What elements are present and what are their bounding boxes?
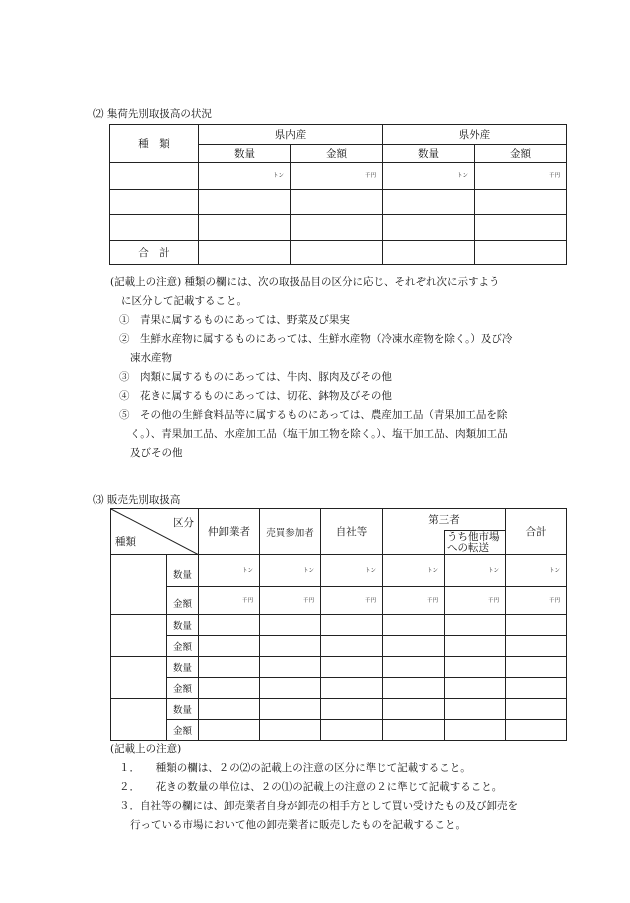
note-item-2: ２． 花きの数量の単位は、２の⑴の記載上の注意の２に準じて記載すること。 [119, 781, 503, 793]
row-label-quantity: 数量 [167, 657, 199, 678]
data-cell [383, 241, 475, 265]
section3-notes [110, 740, 580, 835]
subheader-quantity: 数量 [199, 145, 291, 163]
data-cell [321, 615, 383, 636]
data-cell [199, 678, 260, 699]
note-item-2: ② 生鮮水産物に属するものにあっては、生鮮水産物（冷凍水産物を除く。）及び冷 [119, 333, 513, 345]
note-item-4: ④ 花きに属するものにあっては、切花、鉢物及びその他 [119, 390, 392, 402]
data-cell [321, 720, 383, 741]
data-cell [260, 720, 321, 741]
data-cell [445, 657, 506, 678]
col-gokei: 合計 [506, 509, 567, 555]
unit-label: トン [548, 567, 560, 574]
total-label: 合 計 [110, 241, 199, 265]
data-cell [291, 190, 383, 215]
data-cell [260, 615, 321, 636]
data-cell [445, 587, 506, 615]
unit-label: トン [302, 567, 314, 574]
unit-label: 千円 [548, 173, 560, 179]
unit-label: トン [487, 567, 499, 574]
kind-cell [111, 615, 167, 657]
row-label-amount: 金額 [167, 678, 199, 699]
section3-title: ⑶ 販売先別取扱高 [93, 494, 181, 506]
kind-cell [111, 657, 167, 699]
data-cell [383, 555, 445, 587]
unit-label: 千円 [241, 597, 253, 604]
note-item-1: ① 青果に属するものにあっては、野菜及び果実 [119, 314, 350, 326]
data-cell [199, 587, 260, 615]
data-cell [475, 241, 567, 265]
note-item-1: １． 種類の欄は、２の⑵の記載上の注意の区分に準じて記載すること。 [119, 762, 471, 774]
data-cell [475, 163, 567, 190]
data-cell [260, 555, 321, 587]
diagonal-header [111, 509, 199, 555]
data-cell [260, 587, 321, 615]
section3-table [110, 508, 567, 741]
data-cell [260, 657, 321, 678]
col-tenso: うち他市場への転送 [445, 531, 506, 555]
note-intro-cont: に区分して記載すること。 [121, 295, 247, 307]
data-cell [445, 615, 506, 636]
data-cell [199, 699, 260, 720]
data-cell [291, 215, 383, 241]
unit-label: トン [241, 567, 253, 574]
row-label-amount: 金額 [167, 587, 199, 615]
data-cell [475, 215, 567, 241]
note-item-5: ⑤ その他の生鮮食料品等に属するものにあっては、農産加工品（青果加工品を除 [119, 409, 508, 421]
unit-label: トン [272, 173, 284, 179]
data-cell [506, 636, 567, 657]
data-cell [506, 678, 567, 699]
data-cell [199, 190, 291, 215]
data-cell [383, 190, 475, 215]
unit-label: 千円 [364, 597, 376, 604]
col-baibai-sankasha: 売買参加者 [260, 509, 321, 555]
data-cell [475, 190, 567, 215]
kind-cell [111, 699, 167, 741]
data-cell [199, 555, 260, 587]
diag-label-kind: 種類 [115, 536, 136, 548]
data-cell [199, 215, 291, 241]
note-item-5-cont: 及びその他 [130, 447, 183, 459]
group-header-in-prefecture: 県内産 [199, 125, 383, 145]
data-cell [321, 678, 383, 699]
note-item-3: ③ 肉類に属するものにあっては、牛肉、豚肉及びその他 [119, 371, 392, 383]
data-cell [260, 636, 321, 657]
data-cell [383, 587, 445, 615]
data-cell [321, 657, 383, 678]
subheader-amount: 金額 [291, 145, 383, 163]
data-cell [506, 615, 567, 636]
row-label-quantity: 数量 [167, 699, 199, 720]
kind-cell [110, 190, 199, 215]
data-cell [506, 699, 567, 720]
data-cell [383, 699, 445, 720]
unit-label: 千円 [426, 597, 438, 604]
data-cell [199, 636, 260, 657]
data-cell [199, 615, 260, 636]
diag-label-category: 区分 [173, 517, 194, 529]
data-cell [445, 555, 506, 587]
row-label-quantity: 数量 [167, 615, 199, 636]
data-cell [506, 720, 567, 741]
data-cell [199, 657, 260, 678]
data-cell [199, 241, 291, 265]
data-cell [199, 163, 291, 190]
data-cell [445, 720, 506, 741]
col-jisha: 自社等 [321, 509, 383, 555]
data-cell [199, 720, 260, 741]
row-label-amount: 金額 [167, 720, 199, 741]
note-intro: (記載上の注意) 種類の欄には、次の取扱品目の区分に応じ、それぞれ次に示すよう [110, 276, 500, 288]
data-cell [445, 699, 506, 720]
data-cell [383, 636, 445, 657]
data-cell [383, 720, 445, 741]
col-daisansha-label: 第三者 [428, 514, 460, 526]
unit-label: 千円 [364, 173, 376, 179]
daisansha-sub-blank [383, 531, 445, 555]
note-title: (記載上の注意) [110, 743, 182, 755]
data-cell [321, 555, 383, 587]
data-cell [383, 615, 445, 636]
row-label-amount: 金額 [167, 636, 199, 657]
unit-label: 千円 [487, 597, 499, 604]
unit-label: 千円 [548, 597, 560, 604]
subheader-quantity: 数量 [383, 145, 475, 163]
data-cell [321, 636, 383, 657]
kind-cell [110, 163, 199, 190]
note-item-2-cont: 凍水産物 [130, 352, 172, 364]
note-item-3-cont: 行っている市場において他の卸売業者に販売したものを記載すること。 [130, 819, 466, 831]
data-cell [260, 699, 321, 720]
col-daisansha [383, 509, 506, 531]
data-cell [445, 636, 506, 657]
col-nakaoroshi: 仲卸業者 [199, 509, 260, 555]
data-cell [383, 215, 475, 241]
group-header-out-prefecture: 県外産 [383, 125, 567, 145]
section2-notes [110, 273, 570, 463]
kind-cell [110, 215, 199, 241]
kind-header: 種 類 [110, 125, 199, 163]
unit-label: 千円 [302, 597, 314, 604]
data-cell [506, 587, 567, 615]
data-cell [383, 678, 445, 699]
note-item-3: ３．自社等の欄には、卸売業者自身が卸売の相手方として買い受けたもの及び卸売を [119, 800, 518, 812]
data-cell [291, 241, 383, 265]
unit-label: トン [364, 567, 376, 574]
data-cell [383, 657, 445, 678]
data-cell [260, 678, 321, 699]
data-cell [506, 555, 567, 587]
kind-cell [111, 555, 167, 615]
data-cell [445, 678, 506, 699]
unit-label: トン [426, 567, 438, 574]
data-cell [383, 163, 475, 190]
data-cell [321, 587, 383, 615]
data-cell [291, 163, 383, 190]
row-label-quantity: 数量 [167, 555, 199, 587]
data-cell [506, 657, 567, 678]
note-item-5-cont: く。）、青果加工品、水産加工品（塩干加工物を除く。）、塩干加工品、肉類加工品 [130, 428, 508, 440]
section2-title: ⑵ 集荷先別取扱高の状況 [93, 108, 212, 120]
data-cell [321, 699, 383, 720]
unit-label: トン [456, 173, 468, 179]
subheader-amount: 金額 [475, 145, 567, 163]
section2-table [109, 124, 567, 265]
